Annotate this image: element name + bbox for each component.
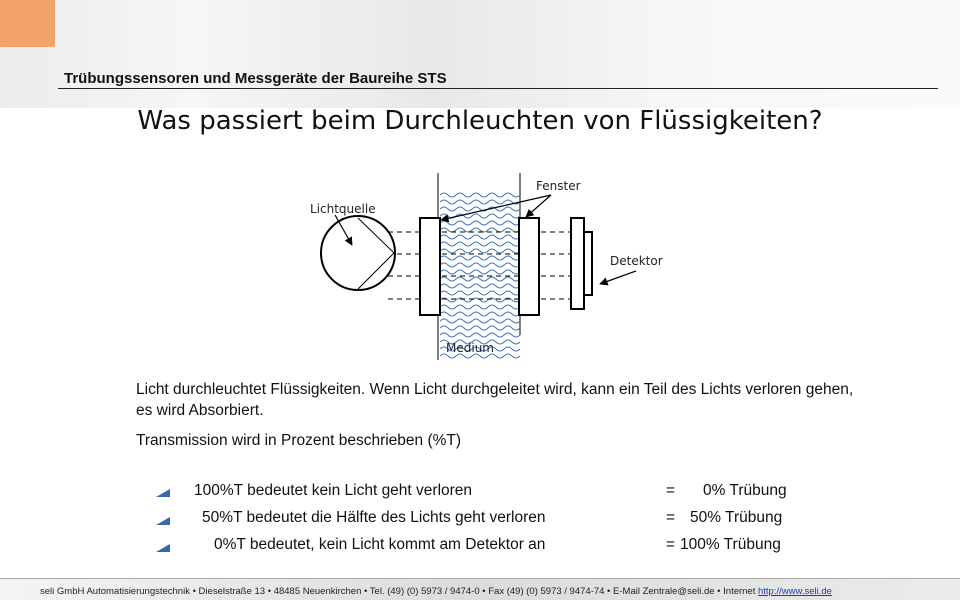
light-source-circle <box>321 216 395 290</box>
arrow-detektor <box>600 271 636 284</box>
wave-line <box>440 256 520 260</box>
header-band <box>0 0 960 108</box>
bullet-3-equals: = <box>666 536 676 553</box>
wave-line <box>440 270 520 274</box>
wave-line <box>440 333 520 337</box>
bullet-2-text: 50%T bedeutet die Hälfte des Lichts geht verloren <box>202 509 546 526</box>
footer-contact <box>40 586 832 597</box>
window-left <box>420 218 440 315</box>
label-fenster: Fenster <box>536 179 581 193</box>
detector-frame <box>571 218 584 309</box>
detector-sensor <box>584 232 592 295</box>
wave-line <box>440 319 520 323</box>
bullet-1-result: 0% Trübung <box>703 482 787 499</box>
header-title: Trübungssensoren und Messgeräte der Baureihe STS <box>64 70 447 87</box>
wave-line <box>440 263 520 267</box>
wave-line <box>440 235 520 239</box>
wave-line <box>440 305 520 309</box>
bullet-1-text: 100%T bedeutet kein Licht geht verloren <box>194 482 473 499</box>
wave-line <box>440 221 520 225</box>
bullet-1-equals: = <box>666 482 676 499</box>
bullet-icon <box>156 517 170 525</box>
wave-line <box>440 207 520 211</box>
wave-line <box>440 200 520 204</box>
bullet-icon <box>156 489 170 497</box>
wave-line <box>440 291 520 295</box>
header-divider <box>58 88 938 89</box>
paragraph-absorption: Licht durchleuchtet Flüssigkeiten. Wenn Licht durchgeleitet wird, kann ein Teil des Lichts verloren gehen, es wird Absorbiert. <box>136 381 854 419</box>
label-lichtquelle: Lichtquelle <box>310 202 376 216</box>
accent-block <box>0 0 55 47</box>
wave-line <box>440 193 520 197</box>
footer-website-link[interactable]: http://www.seli.de <box>758 586 832 597</box>
slide-title: Was passiert beim Durchleuchten von Flüssigkeiten? <box>137 106 823 136</box>
wave-line <box>440 228 520 232</box>
bullet-icon <box>156 544 170 552</box>
bullet-2-equals: = <box>666 509 676 526</box>
bullet-2-result: 50% Trübung <box>690 509 783 526</box>
wave-line <box>440 312 520 316</box>
footer-address: seli GmbH Automatisierungstechnik • Dieselstraße 13 • 48485 Neuenkirchen • Tel. (49) (0) 5973 / 9474-0 • Fax (49) (0) 5973 / 9474-74 • E-Mail Zentrale@seli.de • Internet <box>40 586 758 597</box>
label-detektor: Detektor <box>610 254 663 268</box>
wave-line <box>440 326 520 330</box>
label-medium: Medium <box>446 341 494 355</box>
window-right <box>519 218 539 315</box>
wave-line <box>440 277 520 281</box>
wave-line <box>440 249 520 253</box>
paragraph-transmission: Transmission wird in Prozent beschrieben (%T) <box>136 432 462 449</box>
bullet-3-text: 0%T bedeutet, kein Licht kommt am Detektor an <box>214 536 546 553</box>
wave-line <box>440 284 520 288</box>
wave-line <box>440 242 520 246</box>
transmission-diagram <box>300 165 720 365</box>
bullet-3-result: 100% Trübung <box>680 536 781 553</box>
